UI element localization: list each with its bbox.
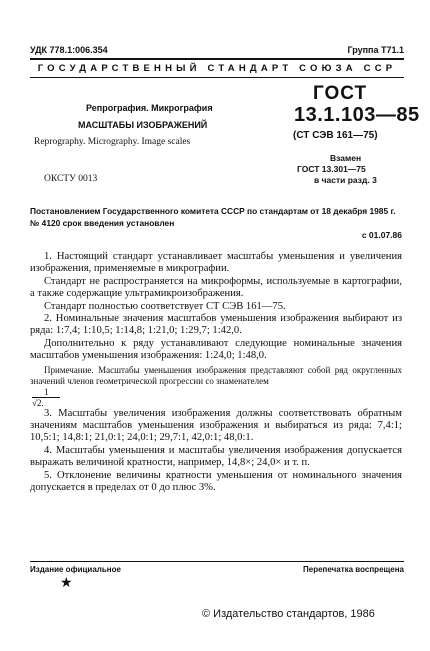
paragraph-3: Стандарт полностью соответствует СТ СЭВ 161—75.	[44, 300, 286, 312]
paragraph-7: 4. Масштабы уменьшения и масштабы увеличения изображения допускается выражать величиной кратности, например, 14,8×; 24,0× и т. п.	[30, 444, 402, 469]
paragraph-2: Стандарт не распространяется на микроформы, используемые в картографии, а также содержащие ультрамикроизображения.	[30, 275, 402, 300]
fraction-formula	[32, 387, 72, 408]
paragraph-1: 1. Настоящий стандарт устанавливает масштабы уменьшения и увеличения изображения, применяемые в микрографии.	[30, 251, 402, 275]
fraction-denominator	[32, 398, 72, 408]
decree-text: Постановлением Государственного комитета СССР по стандартам от 18 декабря 1985 г. № 4120 срок введения установлен	[30, 206, 396, 228]
paragraph-6: 3. Масштабы увеличения изображения должны соответствовать обратным значениям масштабов уменьшения изображения и выбираться из ряда: 7,4:1; 10,5:1; 14,8:1; 21,0:1; 24,0:1; 29,7:1, 42,0:1; 48,0:1.	[30, 407, 402, 444]
fraction-denominator-value: √2	[32, 397, 42, 408]
standard-banner: ГОСУДАРСТВЕННЫЙ СТАНДАРТ СОЮЗА ССР	[30, 58, 404, 78]
standard-title: МАСШТАБЫ ИЗОБРАЖЕНИЙ	[78, 120, 208, 130]
replaces-part: в части разд. 3	[314, 175, 377, 185]
okstu-code: ОКСТУ 0013	[44, 174, 98, 184]
udk-code: УДК 778.1:006.354	[30, 45, 108, 55]
copyright-line: © Издательство стандартов, 1986	[202, 608, 375, 620]
note-paragraph: Примечание. Масштабы уменьшения изображения представляют собой ряд округленных значений членов геометрической прогрессии со знаменателем	[30, 364, 402, 386]
paragraph-4: 2. Номинальные значения масштабов уменьшения изображения выбирают из ряда: 1:7,4; 1:10,5; 1:14,8; 1:21,0; 1:29,7; 1:42,0.	[30, 313, 402, 337]
replaces-label: Взамен	[330, 153, 362, 163]
group-code: Группа Т71.1	[347, 45, 404, 55]
replaces-gost: ГОСТ 13.301—75	[297, 164, 366, 174]
gost-number: 13.1.103—85	[294, 104, 420, 126]
standard-body	[30, 251, 402, 495]
footer-divider	[30, 561, 404, 562]
effective-date: с 01.07.86	[361, 230, 402, 240]
star-icon: ★	[60, 576, 73, 591]
paragraph-8: 5. Отклонение величины кратности уменьшения от номинального значения допускается в пределах от 0 до плюс 3%.	[30, 469, 402, 494]
edition-label: Издание официальное	[30, 565, 121, 574]
fraction-period: .	[41, 397, 44, 408]
topic-line: Репрография. Микрография	[86, 103, 213, 113]
english-title: Reprography. Micrography. Image scales	[34, 137, 191, 147]
paragraph-5: Дополнительно к ряду устанавливают следующие номинальные значения масштабов уменьшения изображения: 1:24,0; 1:48,0.	[30, 337, 402, 362]
fraction-numerator: 1	[32, 387, 60, 398]
reprint-notice: Перепечатка воспрещена	[303, 565, 404, 574]
cev-reference: (СТ СЭВ 161—75)	[293, 130, 378, 141]
gost-label: ГОСТ	[313, 83, 368, 104]
